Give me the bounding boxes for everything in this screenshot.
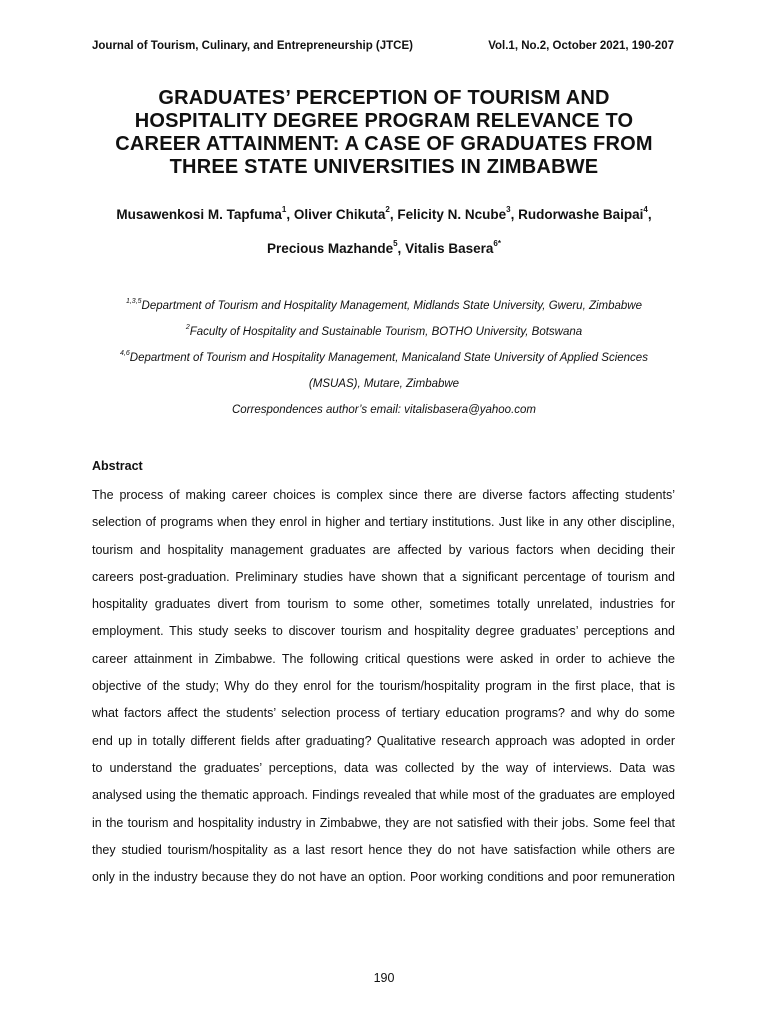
- author-affiliation-marker: 1: [281, 205, 287, 214]
- journal-name: Journal of Tourism, Culinary, and Entrepreneurship (JTCE): [92, 40, 413, 52]
- affiliation-marker: 1,3,5: [125, 298, 142, 305]
- author-affiliation-marker: 4: [643, 205, 648, 214]
- title-line: THREE STATE UNIVERSITIES IN ZIMBABWE: [169, 156, 599, 178]
- affiliation-text: Department of Tourism and Hospitality Management, Manicaland State University of Applied Sciences: [129, 352, 648, 364]
- running-header: [92, 40, 674, 52]
- title-line: GRADUATES’ PERCEPTION OF TOURISM AND: [158, 87, 610, 109]
- author-name: Musawenkosi M. Tapfuma: [116, 207, 282, 222]
- abstract-line: in the tourism and hospitality industry in Zimbabwe, they are not satisfied with their jobs. Some feel that: [92, 815, 675, 830]
- author-name: Rudorwashe Baipai: [518, 207, 644, 222]
- author-separator: ,: [286, 207, 294, 222]
- abstract-line: analysed using the thematic approach. Findings revealed that while most of the graduates are employed: [92, 788, 675, 803]
- author-line: [60, 239, 708, 273]
- abstract-line: career attainment in Zimbabwe. The following critical questions were asked in order to achieve the: [92, 651, 675, 666]
- issue-info: Vol.1, No.2, October 2021, 190-207: [488, 40, 674, 52]
- abstract-line: end up in totally different fields after graduating? Qualitative research approach was adopted in order: [92, 733, 675, 748]
- abstract-line: only in the industry because they do not have an option. Poor working conditions and poor remuneration: [92, 870, 675, 885]
- abstract-line: careers post-graduation. Preliminary studies have shown that a significant percentage of tourism and: [92, 569, 675, 584]
- author-line: [60, 205, 708, 239]
- affiliation-line: [60, 323, 708, 349]
- author-name: Vitalis Basera: [405, 241, 494, 256]
- abstract-line: they studied tourism/hospitality as a last resort hence they do not have satisfaction while others are: [92, 842, 675, 857]
- abstract-line: what factors affect the students’ selection process of tertiary education programs? and why do some: [92, 706, 675, 721]
- abstract-line: employment. This study seeks to discover tourism and hospitality degree graduates’ perceptions and: [92, 624, 675, 639]
- correspondence-email: Correspondences author’s email: vitalisbasera@yahoo.com: [231, 404, 536, 416]
- author-affiliation-marker: 6*: [493, 239, 501, 248]
- abstract-line: tourism and hospitality management graduates are affected by various factors when deciding their: [92, 542, 675, 557]
- abstract-line: objective of the study; Why do they enrol for the tourism/hospitality program in the first place, that is: [92, 679, 675, 694]
- abstract-heading: Abstract: [92, 459, 143, 473]
- author-affiliation-marker: 2: [385, 205, 390, 214]
- author-separator: ,: [397, 241, 406, 256]
- author-name: Felicity N. Ncube: [397, 207, 507, 222]
- affiliation-text: Department of Tourism and Hospitality Management, Midlands State University, Gweru, Zimbabwe: [141, 300, 643, 312]
- title-line: HOSPITALITY DEGREE PROGRAM RELEVANCE TO: [134, 110, 634, 132]
- abstract-line: to understand the graduates’ perceptions, data was collected by the way of interviews. Data was: [92, 760, 675, 775]
- affiliation-line: [60, 375, 708, 401]
- abstract-line: selection of programs when they enrol in higher and tertiary institutions. Just like in any other discipline,: [92, 515, 675, 530]
- author-separator: ,: [647, 207, 652, 222]
- abstract-body: [92, 486, 675, 895]
- affiliation-text: (MSUAS), Mutare, Zimbabwe: [308, 378, 460, 390]
- page-number: 190: [373, 971, 395, 985]
- affiliation-line: [60, 297, 708, 323]
- title-line: CAREER ATTAINMENT: A CASE OF GRADUATES FROM: [115, 133, 653, 155]
- author-separator: ,: [510, 207, 519, 222]
- affiliation-line: [60, 349, 708, 375]
- paper-title: [60, 87, 708, 179]
- affiliations: [60, 297, 708, 427]
- author-affiliation-marker: 3: [506, 205, 511, 214]
- affiliation-marker: 2: [185, 324, 190, 331]
- abstract-line: The process of making career choices is complex since there are diverse factors affecting students’: [92, 488, 675, 502]
- author-separator: ,: [389, 207, 398, 222]
- abstract-line: hospitality graduates divert from tourism to some other, sometimes totally unrelated, industries for: [92, 597, 675, 612]
- author-list: [60, 205, 708, 273]
- author-affiliation-marker: 5: [393, 239, 398, 248]
- affiliation-marker: 4,6: [120, 350, 130, 357]
- author-name: Oliver Chikuta: [293, 207, 386, 222]
- author-name: Precious Mazhande: [267, 241, 394, 256]
- affiliation-text: Faculty of Hospitality and Sustainable Tourism, BOTHO University, Botswana: [189, 326, 583, 338]
